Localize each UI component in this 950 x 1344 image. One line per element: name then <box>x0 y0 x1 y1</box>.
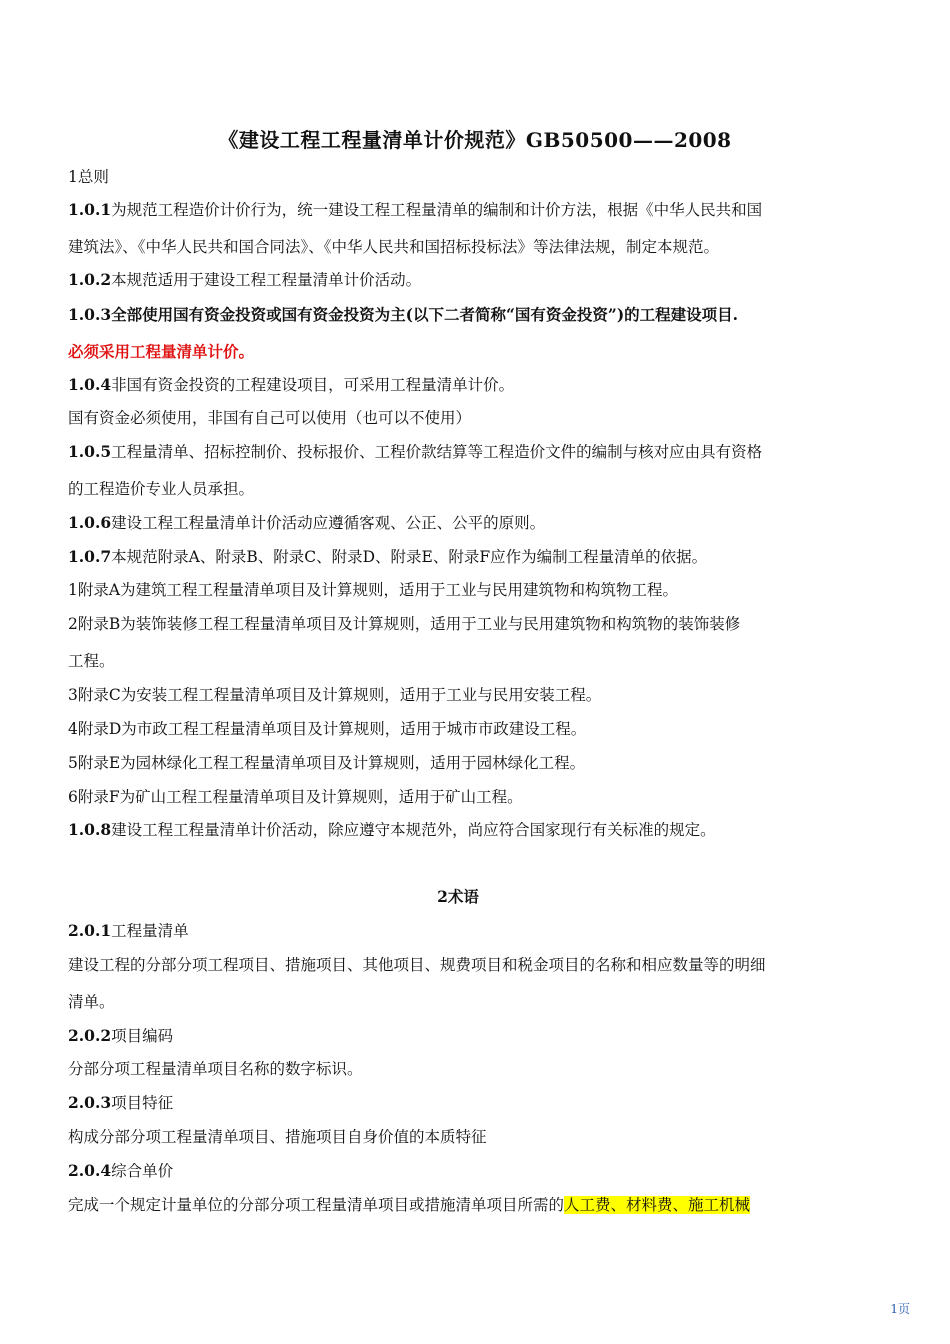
text-line <box>68 1194 868 1216</box>
clause-text: 项目编码 <box>111 1027 174 1045</box>
clause-text: 本规范附录A、附录B、附录C、附录D、附录E、附录F应作为编制工程量清单的依据。 <box>111 548 708 566</box>
text-line <box>68 236 868 258</box>
clause-text: 项目特征 <box>111 1094 174 1112</box>
clause-text: 分部分项工程量清单项目名称的数字标识。 <box>68 1060 363 1078</box>
clause-text: 1附录A为建筑工程工程量清单项目及计算规则，适用于工业与民用建筑物和构筑物工程。 <box>68 581 679 599</box>
text-line <box>68 304 868 326</box>
text-line <box>68 920 868 942</box>
text-line <box>68 1126 868 1148</box>
text-line <box>68 684 868 706</box>
text-line <box>68 407 868 429</box>
clause-text: 国有资金必须使用，非国有自己可以使用（也可以不使用） <box>68 409 472 427</box>
clause-text: 4附录D为市政工程工程量清单项目及计算规则，适用于城市市政建设工程。 <box>68 720 587 738</box>
text-line <box>68 752 868 774</box>
clause-text: 全部使用国有资金投资或国有资金投资为主(以下二者简称“国有资金投资”)的工程建设项目. <box>111 305 739 324</box>
text-line <box>68 199 868 221</box>
clause-number: 2.0.4 <box>68 1161 112 1180</box>
text-line <box>68 819 868 841</box>
clause-text: 3附录C为安装工程工程量清单项目及计算规则，适用于工业与民用安装工程。 <box>68 686 602 704</box>
clause-text: 建筑法》、《中华人民共和国合同法》、《中华人民共和国招标投标法》等法律法规，制定本规范。 <box>68 238 720 256</box>
clause-number: 1.0.3 <box>68 305 112 324</box>
text-line <box>68 579 868 601</box>
clause-text: 完成一个规定计量单位的分部分项工程量清单项目或措施清单项目所需的 <box>68 1196 565 1214</box>
text-line <box>68 478 868 500</box>
clause-number: 1.0.7 <box>68 547 112 566</box>
clause-text: 2术语 <box>437 887 479 906</box>
document-title: 《建设工程工程量清单计价规范》GB50500——2008 <box>218 128 732 152</box>
highlighted-text: 人工费、材料费、施工机械 <box>564 1196 751 1214</box>
clause-number: 1.0.8 <box>68 820 112 839</box>
clause-number: 2.0.2 <box>68 1026 112 1045</box>
text-line <box>68 341 868 363</box>
text-line <box>68 374 868 396</box>
text-line <box>68 718 868 740</box>
clause-text: 工程。 <box>68 652 115 670</box>
clause-text: 建设工程的分部分项工程项目、措施项目、其他项目、规费项目和税金项目的名称和相应数量等的明细 <box>68 956 766 974</box>
clause-number: 1.0.5 <box>68 442 112 461</box>
clause-text: 清单。 <box>68 993 115 1011</box>
text-line <box>68 512 868 534</box>
text-line <box>0 886 916 908</box>
text-line <box>68 786 868 808</box>
clause-text: 工程量清单 <box>111 922 189 940</box>
clause-text: 2附录B为装饰装修工程工程量清单项目及计算规则，适用于工业与民用建筑物和构筑物的装饰装修 <box>68 615 741 633</box>
clause-number: 1.0.4 <box>68 375 112 394</box>
clause-text: 建设工程工程量清单计价活动应遵循客观、公正、公平的原则。 <box>111 514 546 532</box>
clause-text: 综合单价 <box>111 1162 174 1180</box>
clause-number: 1.0.1 <box>68 200 112 219</box>
text-line <box>68 1025 868 1047</box>
text-line <box>68 441 868 463</box>
clause-number: 1.0.6 <box>68 513 112 532</box>
clause-text: 5附录E为园林绿化工程工程量清单项目及计算规则，适用于园林绿化工程。 <box>68 754 586 772</box>
text-line <box>68 1092 868 1114</box>
clause-text: 6附录F为矿山工程工程量清单项目及计算规则，适用于矿山工程。 <box>68 788 523 806</box>
text-line <box>68 546 868 568</box>
text-line <box>68 991 868 1013</box>
clause-text: 为规范工程造价计价行为，统一建设工程工程量清单的编制和计价方法，根据《中华人民共和国 <box>111 201 763 219</box>
clause-text: 必须采用工程量清单计价。 <box>68 342 255 361</box>
text-line <box>68 1160 868 1182</box>
text-line <box>68 166 868 188</box>
text-line <box>68 954 868 976</box>
text-line <box>68 1058 868 1080</box>
clause-text: 非国有资金投资的工程建设项目，可采用工程量清单计价。 <box>111 376 515 394</box>
clause-text: 建设工程工程量清单计价活动，除应遵守本规范外，尚应符合国家现行有关标准的规定。 <box>111 821 716 839</box>
text-line <box>68 269 868 291</box>
text-line <box>68 650 868 672</box>
text-line <box>68 613 868 635</box>
clause-text: 1总则 <box>68 168 109 186</box>
clause-text: 构成分部分项工程量清单项目、措施项目自身价值的本质特征 <box>68 1128 487 1146</box>
clause-number: 2.0.3 <box>68 1093 112 1112</box>
page-number: 1页 <box>890 1302 910 1316</box>
clause-text: 工程量清单、招标控制价、投标报价、工程价款结算等工程造价文件的编制与核对应由具有资格 <box>111 443 763 461</box>
clause-text: 的工程造价专业人员承担。 <box>68 480 255 498</box>
clause-number: 2.0.1 <box>68 921 112 940</box>
clause-number: 1.0.2 <box>68 270 112 289</box>
clause-text: 本规范适用于建设工程工程量清单计价活动。 <box>111 271 422 289</box>
